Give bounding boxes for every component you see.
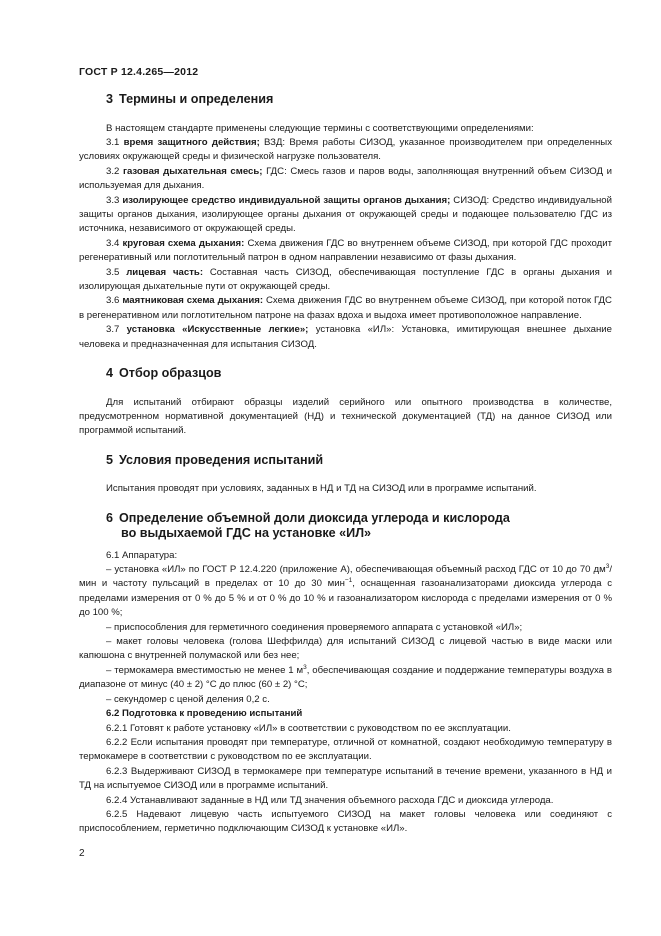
equipment-item-4: – термокамера вместимостью не менее 1 $м^3$, обеспечивающая создание и поддержание температуры воздуха в диапазоне от минус (40 ± 2) °С до плюс (60 ± 2) °С; xyxy=(79,663,612,691)
term-name: круговая схема дыхания: xyxy=(122,237,245,249)
section-number: 4 xyxy=(106,366,114,380)
section-4-text: Для испытаний отбирают образцы изделий серийного или опытного производства в количестве, предусмотренном нормативной документацией (НД) и технической документацией (ТД) на данное СИЗОД или программой испытаний. xyxy=(79,396,612,437)
equipment-item-3: – макет головы человека (голова Шеффилда) для испытаний СИЗОД с лицевой частью в виде маски или капюшона с внутренней полумаской или без нее; xyxy=(79,636,612,662)
section-title-line1: Определение объемной доли диоксида углерода и кислорода xyxy=(119,510,510,525)
term-number: 3.2 xyxy=(106,165,120,177)
term-name: время защитного действия; xyxy=(123,136,260,148)
term-name: лицевая часть: xyxy=(126,266,204,278)
term-number: 3.4 xyxy=(106,237,120,249)
section-number: 6 xyxy=(106,510,114,525)
step-6-2-2: 6.2.2 Если испытания проводят при температуре, отличной от комнатной, создают необходимую температуру в термокамере в соответствии с руководством по ее эксплуатации. xyxy=(79,736,612,763)
step-6-2-4: 6.2.4 Устанавливают заданные в НД или ТД значения объемного расхода ГДС и диоксида углерода. xyxy=(106,794,554,806)
section-title-line2: во выдыхаемой ГДС на установке «ИЛ» xyxy=(121,526,372,541)
equipment-item-1: – установка «ИЛ» по ГОСТ Р 12.4.220 (приложение А), обеспечивающая объемный расход ГДС от 10 до 70 $дм^3$/мин и частоту пульсаций в пределах от 10 до 30 мин$^{-1}$, оснащенная газоанализаторами диоксида углерода с пределами измерения от 0 % до 5 % и от 0 % до 10 % и газоанализатором кислорода с пределами измерения от 0 % до 100 %; xyxy=(79,562,612,619)
term-name: установка «Искусственные легкие»; xyxy=(126,324,309,336)
term-definition: ГДС: Смесь газов и паров воды, заполняющая внутренний объем СИЗОД и используемая для дыхания. xyxy=(79,165,612,192)
step-6-2-5: 6.2.5 Надевают лицевую часть испытуемого СИЗОД на макет головы человека или соединяют с приспособлением, герметично подключающим СИЗОД к установке «ИЛ». xyxy=(79,808,612,835)
term-3-6 xyxy=(79,294,612,323)
page-number: 2 xyxy=(79,848,85,859)
section-3-heading xyxy=(79,92,612,108)
equipment-item-5: – секундомер с ценой деления 0,2 с. xyxy=(106,693,270,705)
section-title: Условия проведения испытаний xyxy=(119,452,324,467)
term-3-7 xyxy=(79,323,612,352)
term-definition: Схема движения ГДС во внутреннем объеме СИЗОД, при которой поток ГДС в регенеративном или поглотительном патроне на фазах вдоха и выдоха имеет противоположное направление. xyxy=(79,295,612,321)
step-6-2-1: 6.2.1 Готовят к работе установку «ИЛ» в соответствии с руководством по ее эксплуатации. xyxy=(106,722,511,734)
term-3-1 xyxy=(79,136,612,165)
term-name: изолирующее средство индивидуальной защиты органов дыхания; xyxy=(122,194,451,206)
section-5-text: Испытания проводят при условиях, заданных в НД и ТД на СИЗОД или в программе испытаний. xyxy=(106,483,537,495)
section-6-heading xyxy=(79,511,612,542)
section-4-heading xyxy=(79,366,612,382)
equipment-item-2: – приспособления для герметичного соединения проверяемого аппарата с установкой «ИЛ»; xyxy=(106,621,523,633)
term-name: маятниковая схема дыхания: xyxy=(122,295,264,307)
section-5-heading xyxy=(79,453,612,469)
document-header: ГОСТ Р 12.4.265—2012 xyxy=(79,66,199,78)
term-3-2 xyxy=(79,165,612,194)
term-3-5 xyxy=(79,266,612,295)
term-3-4 xyxy=(79,237,612,266)
term-definition: установка «ИЛ»: Установка, имитирующая внешнее дыхание человека и предназначенная для испытания СИЗОД. xyxy=(79,324,613,350)
term-number: 3.5 xyxy=(106,266,120,278)
step-6-2-3: 6.2.3 Выдерживают СИЗОД в термокамере при температуре испытаний в течение времени, указанного в НД и ТД на испытуемое СИЗОД или в программе испытаний. xyxy=(79,765,612,792)
document-body xyxy=(79,92,612,837)
term-number: 3.3 xyxy=(106,194,120,206)
term-number: 3.1 xyxy=(106,136,120,148)
subsection-6-2-title: 6.2 Подготовка к проведению испытаний xyxy=(106,708,303,720)
section-title: Отбор образцов xyxy=(119,366,222,380)
term-3-3 xyxy=(79,194,612,237)
section-3-intro: В настоящем стандарте применены следующие термины с соответствующими определениями: xyxy=(106,122,534,134)
subsection-6-1-title: 6.1 Аппаратура: xyxy=(106,549,178,561)
term-definition: ВЗД: Время работы СИЗОД, указанное производителем при определенных условиях окружающей среды и физической нагрузке пользователя. xyxy=(79,136,612,163)
section-title: Термины и определения xyxy=(119,92,274,106)
section-number: 3 xyxy=(106,92,114,106)
term-number: 3.7 xyxy=(106,324,120,336)
term-definition: Составная часть СИЗОД, обеспечивающая поступление ГДС в органы дыхания и изолирующая дыхательные пути от окружающей среды. xyxy=(79,266,612,292)
term-name: газовая дыхательная смесь; xyxy=(122,165,263,177)
term-definition: Схема движения ГДС во внутреннем объеме СИЗОД, при которой ГДС проходит регенеративный или поглотительный патрон в одном направлении независимо от фазы дыхания. xyxy=(79,237,612,264)
term-definition: СИЗОД: Средство индивидуальной защиты органов дыхания, изолирующее органы дыхания от окружающей среды и подающее пользователю ГДС из источника, независимого от окружающей среды. xyxy=(79,194,612,235)
section-number: 5 xyxy=(106,452,114,467)
term-number: 3.6 xyxy=(106,295,120,307)
